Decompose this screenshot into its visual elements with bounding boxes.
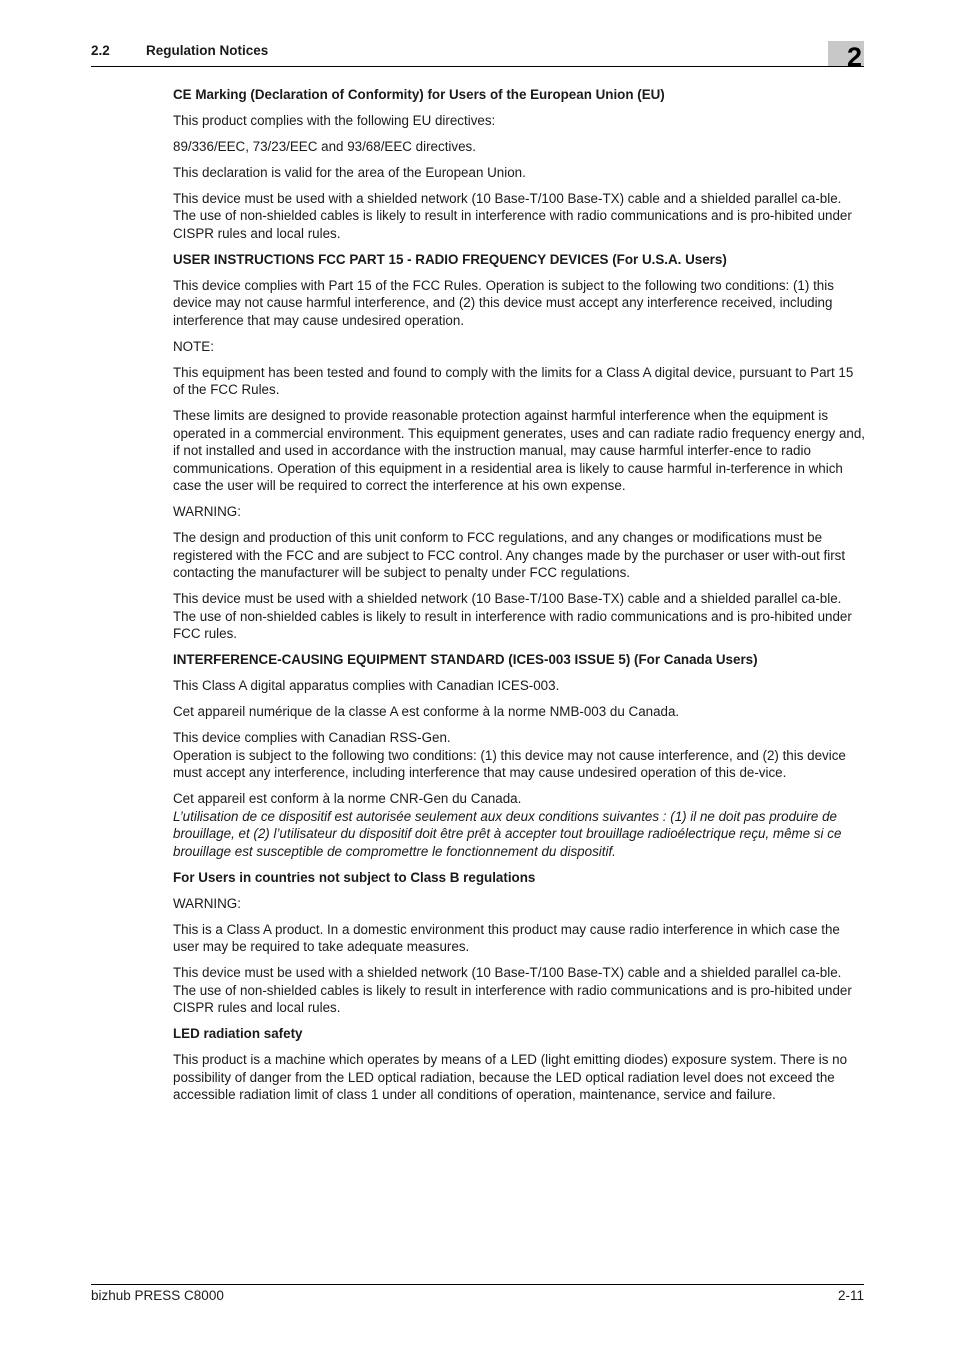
ices-rss-conditions: Operation is subject to the following two conditions: (1) this device may not cause interference, and (2) this device must accept any interference, including interference that may cause undesired operation of this de-vice.	[173, 747, 846, 781]
classb-paragraph-2: This device must be used with a shielded network (10 Base-T/100 Base-TX) cable and a shielded parallel ca-ble. The use of non-shielded cables is likely to result in interference with radio communications and is pro-hibited under CISPR rules and local rules.	[173, 964, 852, 1016]
fcc-paragraph-5: This device must be used with a shielded network (10 Base-T/100 Base-TX) cable and a shielded parallel ca-ble. The use of non-shielded cables is likely to result in interference with radio communications and is pro-hibited under FCC rules.	[173, 591, 852, 642]
fcc-note-label: NOTE:	[173, 338, 214, 354]
fcc-paragraph-3: These limits are designed to provide reasonable protection against harmful interference when the equipment is operated in a commercial environment. This equipment generates, uses and can radiate radio frequency energy and, if not installed and used in accordance with the instruction manual, may cause harmful interfer-ence to radio communications. Operation of this equipment in a residential area is likely to cause harmful in-terference in which case the user will be required to correct the interference at his own expense.	[173, 407, 866, 494]
ce-paragraph-4: This device must be used with a shielded network (10 Base-T/100 Base-TX) cable and a shielded parallel ca-ble. The use of non-shielded cables is likely to result in interference with radio communications and is pro-hibited under CISPR rules and local rules.	[173, 190, 852, 241]
classb-warning-label: WARNING:	[173, 895, 241, 911]
footer-page-number: 2-11	[837, 1288, 864, 1303]
ices-paragraph-1: This Class A digital apparatus complies with Canadian ICES-003.	[173, 678, 560, 694]
ices-paragraph-3	[173, 729, 865, 782]
page-header	[91, 41, 864, 72]
ices-cnr-statement: Cet appareil est conform à la norme CNR-Gen du Canada.	[173, 791, 522, 807]
footer-product-name: bizhub PRESS C8000	[91, 1288, 224, 1303]
ce-paragraph-1: This product complies with the following EU directives:	[173, 112, 496, 128]
led-paragraph-1: This product is a machine which operates by means of a LED (light emitting diodes) exposure system. There is no possibility of danger from the LED optical radiation, because the LED optical radiation level does not exceed the accessible radiation limit of class 1 under all conditions of operation, maintenance, service and failure.	[173, 1051, 848, 1103]
classb-paragraph-1: This is a Class A product. In a domestic environment this product may cause radio interference in which case the user may be required to take adequate measures.	[173, 921, 840, 955]
main-content	[173, 86, 865, 1112]
ices-cnr-conditions: L’utilisation de ce dispositif est autorisée seulement aux deux conditions suivantes : (1) il ne doit pas produire de brouillage, et (2) l’utilisateur du dispositif doit être prêt à accepter tout brouillage radioélectrique reçu, même si ce brouillage est susceptible de compromettre le fonctionnement du dispositif.	[173, 808, 842, 859]
ices-paragraph-2: Cet appareil numérique de la classe A est conforme à la norme NMB-003 du Canada.	[173, 704, 680, 720]
fcc-paragraph-4: The design and production of this unit conform to FCC regulations, and any changes or modifications must be registered with the FCC and are subject to FCC control. Any changes made by the purchaser or user with-out first contacting the manufacturer will be subject to penalty under FCC regulations.	[173, 530, 846, 581]
chapter-badge: 2	[828, 41, 864, 66]
section-number: 2.2	[91, 43, 110, 58]
ices-rss-statement: This device complies with Canadian RSS-Gen.	[173, 729, 451, 745]
page-footer	[91, 1284, 864, 1303]
classb-heading: For Users in countries not subject to Class B regulations	[173, 869, 536, 885]
fcc-paragraph-2: This equipment has been tested and found to comply with the limits for a Class A digital device, pursuant to Part 15 of the FCC Rules.	[173, 364, 854, 398]
ce-heading: CE Marking (Declaration of Conformity) for Users of the European Union (EU)	[173, 87, 665, 102]
ce-paragraph-3: This declaration is valid for the area of the European Union.	[173, 164, 526, 180]
section-title: Regulation Notices	[146, 43, 269, 58]
ices-paragraph-4	[173, 790, 865, 860]
ices-heading: INTERFERENCE-CAUSING EQUIPMENT STANDARD (ICES-003 ISSUE 5) (For Canada Users)	[173, 652, 758, 668]
fcc-warning-label: WARNING:	[173, 504, 241, 520]
fcc-paragraph-1: This device complies with Part 15 of the FCC Rules. Operation is subject to the following two conditions: (1) this device may not cause harmful interference, and (2) this device must accept any interference received, including interference that may cause undesired operation.	[173, 277, 834, 328]
led-heading: LED radiation safety	[173, 1026, 303, 1042]
fcc-heading: USER INSTRUCTIONS FCC PART 15 - RADIO FREQUENCY DEVICES (For U.S.A. Users)	[173, 251, 727, 267]
ce-paragraph-2: 89/336/EEC, 73/23/EEC and 93/68/EEC directives.	[173, 138, 476, 154]
